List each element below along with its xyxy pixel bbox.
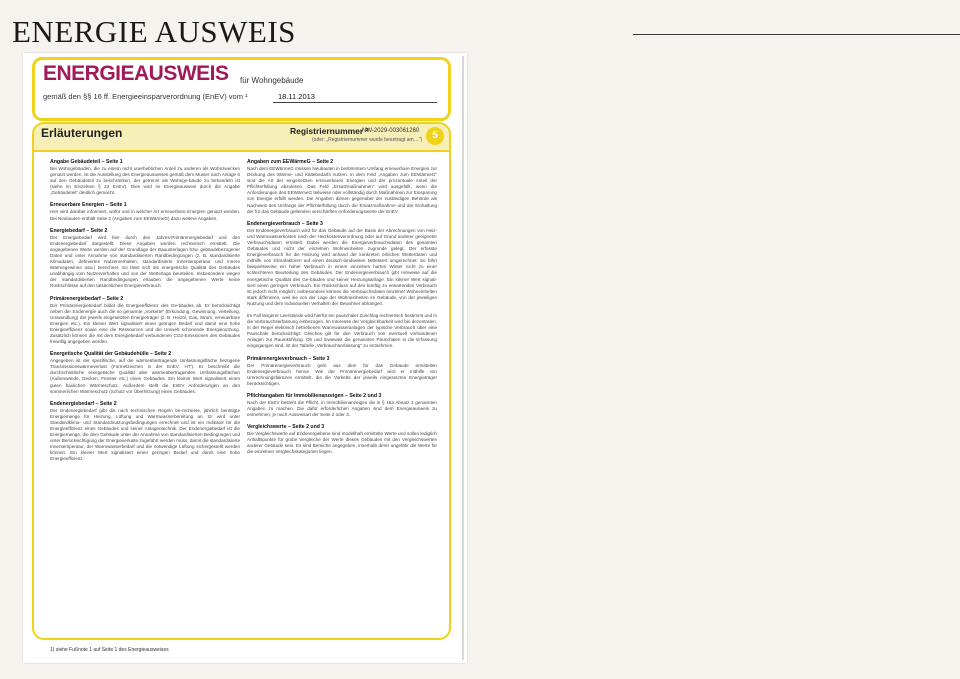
section-text: Der Endenergieverbrauch wird für das Gebäude auf der Basis der Abrechnungen von Heiz- und Warmwasserkosten nach der Heizkostenverordnung oder auf Grund anderer geeigneter Verbrauchsdaten ermittelt. Dabei werden die Energieverbrauchsdaten des gesamten Gebäudes und nicht der einzelnen Wohneinheiten zugrunde gelegt. Der erfasste Energieverbrauch für die Heizung wird anhand der konkreten örtlichen Wetterdaten und mithilfe von Klimafaktoren auf einen deutsch-landweiten Mittelwert umgerechnet. So führt beispielsweise ein hoher Verbrauch in einem einzelnen harten Winter nicht zu einer schlechteren Beurteilung des Gebäudes. Der Endenergieverbrauch gibt Hinweise auf die energetische Qualität des Ge-bäudes und seiner Heizungsanlage. Ein kleiner Wert signali-siert einen geringen Verbrauch. Ein Rückschluss auf den künftig zu erwartenden Verbrauch ist jedoch nicht möglich; insbesondere können die Verbrauchsdaten einzelner Wohneinheiten stark differieren, weil sie von der Lage der Wohneinheiten im Gebäude, von der jeweiligen Nutzung und dem individuellen Verhalten der Bewohner abhängen. bbox=[247, 227, 437, 306]
section-heading: Erneuerbare Energien – Seite 1 bbox=[50, 202, 127, 209]
explanation-section bbox=[247, 424, 437, 455]
section-text: Im Fall längerer Leerstände wird hierfür ein pauschaler Zuschlag rechnerisch bestimmt und in die Verbrauchserfassung einbezogen. Im Interesse der Vergleichbarkeit wird bei dezentralen, in der Regel elektrisch betriebenen Warmwasseranlagen der typische Verbrauch über eine Pauschale berücksichtigt: Gleiches gilt für den Verbrauch von eventuell vorhandenen Anlagen zur Raumkühlung. Ob und inwieweit die genannten Pauschalen in die Erfassung eingegangen sind, ist der Tabelle „Verbrauchserfassung" zu entnehmen. bbox=[247, 312, 437, 349]
legal-reference: gemäß den §§ 16 ff. Energieeinsparverordnung (EnEV) vom ¹ bbox=[43, 92, 248, 101]
section-text: Hier wird darüber informiert, wofür und in welcher Art erneuerbare Energien genutzt werden. Bei Neubauten enthält Seite 2 (Angaben zum EEWärmeG) dazu weitere Angaben. bbox=[50, 209, 240, 221]
date-underline bbox=[273, 102, 437, 103]
right-column bbox=[247, 159, 437, 462]
explanation-section bbox=[50, 159, 240, 196]
explanation-section bbox=[50, 228, 240, 290]
explanation-section bbox=[50, 401, 240, 463]
section-text: Nach dem EEWärmeG müssen Neubauten in bestimmtem Umfang erneuerbare Energien zur Deckung des Wärme- und Kältebedarfs nutzen. In dem Feld „Angaben zum EEWärmeG" sind die Art der eingesetzten erneuerbaren Energien und der prozentuale Anteil der Pflichterfüllung abzulesen. Das Feld „Ersatzmaßnahmen" wird ausgefüllt, wenn die Anforderungen des EEWärmeG teilweise oder vollständig durch Maßnahmen zur Einsparung von Energie erfüllt werden. Die Angaben dienen gegenüber der zuständigen Behörde als Nachweis des Umfangs der Pflichterfüllung durch die Ersatzmaßnahme und der Einhaltung der für das Gebäude geltenden verschärften Anforderungswerte der EnEV. bbox=[247, 166, 437, 214]
document-scan bbox=[23, 53, 467, 663]
registration-label: Registriernummer ² bbox=[290, 126, 369, 136]
section-heading: Pflichtangaben für Immobilienanzeigen – Seite 2 und 3 bbox=[247, 392, 382, 399]
section-heading: Primärenergieverbrauch – Seite 3 bbox=[247, 355, 330, 362]
issue-date: 18.11.2013 bbox=[278, 92, 315, 101]
section-heading: Primärenergiebedarf – Seite 2 bbox=[50, 295, 124, 302]
document-title: ENERGIEAUSWEIS bbox=[43, 62, 229, 85]
explanation-section bbox=[247, 159, 437, 215]
scan-edge-shadow bbox=[462, 56, 464, 660]
section-heading: Energetische Qualität der Gebäudehülle – Seite 2 bbox=[50, 351, 172, 358]
section-text: Der Primärenergieverbrauch geht aus dem für das Gebäude ermittelten Endenergieverbrauch hervor. Wie der Primärenergiebedarf wird er mithilfe von Umrechnungsfaktoren ermittelt, die die Vorkette der jeweils eingesetzten Energieträger berücksichtigen. bbox=[247, 362, 437, 386]
explanation-section bbox=[50, 202, 240, 221]
section-heading: Vergleichswerte – Seite 2 und 3 bbox=[247, 424, 325, 431]
section-heading: Endenergiebedarf – Seite 2 bbox=[50, 400, 117, 407]
explanation-section bbox=[247, 221, 437, 307]
footnote: 1) siehe Fußnote 1 auf Seite 1 des Energieausweises bbox=[50, 647, 169, 653]
section-heading: Angabe Gebäudeteil – Seite 1 bbox=[50, 159, 123, 165]
section-heading: Endenergieverbrauch – Seite 3 bbox=[247, 220, 323, 227]
page-heading: ENERGIE AUSWEIS bbox=[12, 14, 296, 49]
section-text: Angegeben ist der spezifische, auf die wärmeübertragende Umfassungsfläche bezogene Transmissionswärmeverlust (Formelzeichen in der EnEV: HT'). Er beschreibt die durchschnittliche energetische Qualität aller wärmeübertragenden Umfassungsflächen (Außenwände, Decken, Fenster etc.) eines Gebäudes. Ein kleiner Wert signalisiert einen guten baulichen Wärmeschutz. Außerdem stellt die EnEV Anforderungen an den sommerlichen Wärmeschutz (Schutz vor Überhitzung) eines Gebäudes. bbox=[50, 358, 240, 394]
registration-note: (oder: „Registriernummer wurde beantragt am…") bbox=[312, 137, 423, 143]
left-column bbox=[50, 159, 240, 469]
section-text: Der Endenergiebedarf gibt die nach technischen Regeln be-rechnete, jährlich benötigte Energiemenge für Heizung, Lüftung und Warmwasserbereitung an. Er wird unter Standardklima- und Standardnutzungsbedingungen errechnet und ist ein Indikator für die Energieeffizienz eines Gebäudes und seiner Anlagentechnik. Der Endenergiebedarf ist die Energiemenge, die dem Gebäude unter der Annahme von standardisierten Bedingungen und unter Berücksichtigung der Energieverluste zugeführt werden muss, damit die standardisierte Innentemperatur, der Warmwasserbedarf und die notwendige Lüftung sichergestellt werden können. Ein kleiner Wert signalisiert einen geringen Bedarf und damit eine hohe Energieeffizienz. bbox=[50, 407, 240, 462]
explanation-section bbox=[247, 393, 437, 418]
page-number-badge: 5 bbox=[426, 127, 444, 145]
registration-number: NW-2029-003061260 bbox=[362, 128, 420, 134]
explanation-section bbox=[50, 296, 240, 346]
section-text: Der Energiebedarf wird hier durch den Jahres-Primärenergiebedarf und den Endenergiebedarf dargestellt. Diese Angaben werden rechnerisch ermittelt. Die angegebenen Werte werden auf der Grundlage der Bauunterlagen bzw. gebäudebezogener Daten und unter Annahme von standardisierten Randbedingungen (z. B. standardisierte Klimadaten, definiertes Nutzerverhalten, standardisierte Innentemperatur und innere Wärmegewinne usw.) berechnet. So lässt sich die energetische Qualität des Gebäudes unabhängig vom Nutzerverhalten und von der Wetterlage beurteilen. Insbesondere wegen der standardisierten Randbedingungen erlauben die angegebenen Werte keine Rückschlüsse auf den tatsächlichen Energieverbrauch. bbox=[50, 234, 240, 289]
section-heading: Angaben zum EEWärmeG – Seite 2 bbox=[247, 159, 334, 165]
section-text: Nach der EnEV besteht die Pflicht, in Immobilienanzeigen die in § 16a Absatz 1 genannten Angaben zu machen. Die dafür erforderlichen Angaben sind dem Energieausweis zu entnehmen, je nach Ausweisart der Seite 2 oder 3. bbox=[247, 399, 437, 418]
explanation-section bbox=[247, 356, 437, 387]
explanation-section bbox=[50, 351, 240, 395]
section-text: Der Primärenergiebedarf bildet die Energieeffizienz des Ge-bäudes ab. Er berücksichtigt neben der Endenergie auch die so genannte „Vorkette" (Erkundung, Gewinnung, Verteilung, Umwandlung) der jeweils eingesetzten Energieträger (z. B. Heizöl, Gas, Strom, erneuerbare Energien etc.). Ein kleiner Wert signalisiert einen geringen Bedarf und damit eine hohe Energieeffizienz sowie eine die Ressourcen und die Umwelt schonende Energienutzung. Zusätzlich können die mit dem Energiebedarf verbundenen CO2-Emissionen des Gebäudes freiwillig angegeben werden. bbox=[50, 302, 240, 345]
section-text: Bei Wohngebäuden, die zu einem nicht unerheblichen Anteil zu anderen als Wohnzwecken genutzt werden, ist die Ausstellung des Energieausweises gemäß dem Muster nach Anlage 6 auf den Gebäudeteil zu beschränken, der getrennt als Wohnge-bäude zu behandeln ist (siehe im Einzelnen § 22 EnEV). Dies wird im Energieausweis durch die Angabe „Gebäudeteil" deutlich gemacht. bbox=[50, 166, 240, 196]
explanation-section bbox=[247, 313, 437, 350]
section-text: Die Vergleichswerte auf Endenergiebene sind modellhaft ermittelte Werte und sollen lediglich Anhaltspunkte für grobe Vergleiche der Werte dieses Gebäudes mit den Vergleichswerten anderer Gebäude sein. Es sind Bereiche angegeben, innerhalb derer ungefähr die Werte für die einzelnen Vergleichskategorien liegen. bbox=[247, 431, 437, 455]
section-heading: Energiebedarf – Seite 2 bbox=[50, 227, 108, 234]
heading-divider bbox=[633, 34, 960, 35]
document-title-suffix: für Wohngebäude bbox=[240, 76, 304, 85]
section-title: Erläuterungen bbox=[41, 126, 123, 140]
